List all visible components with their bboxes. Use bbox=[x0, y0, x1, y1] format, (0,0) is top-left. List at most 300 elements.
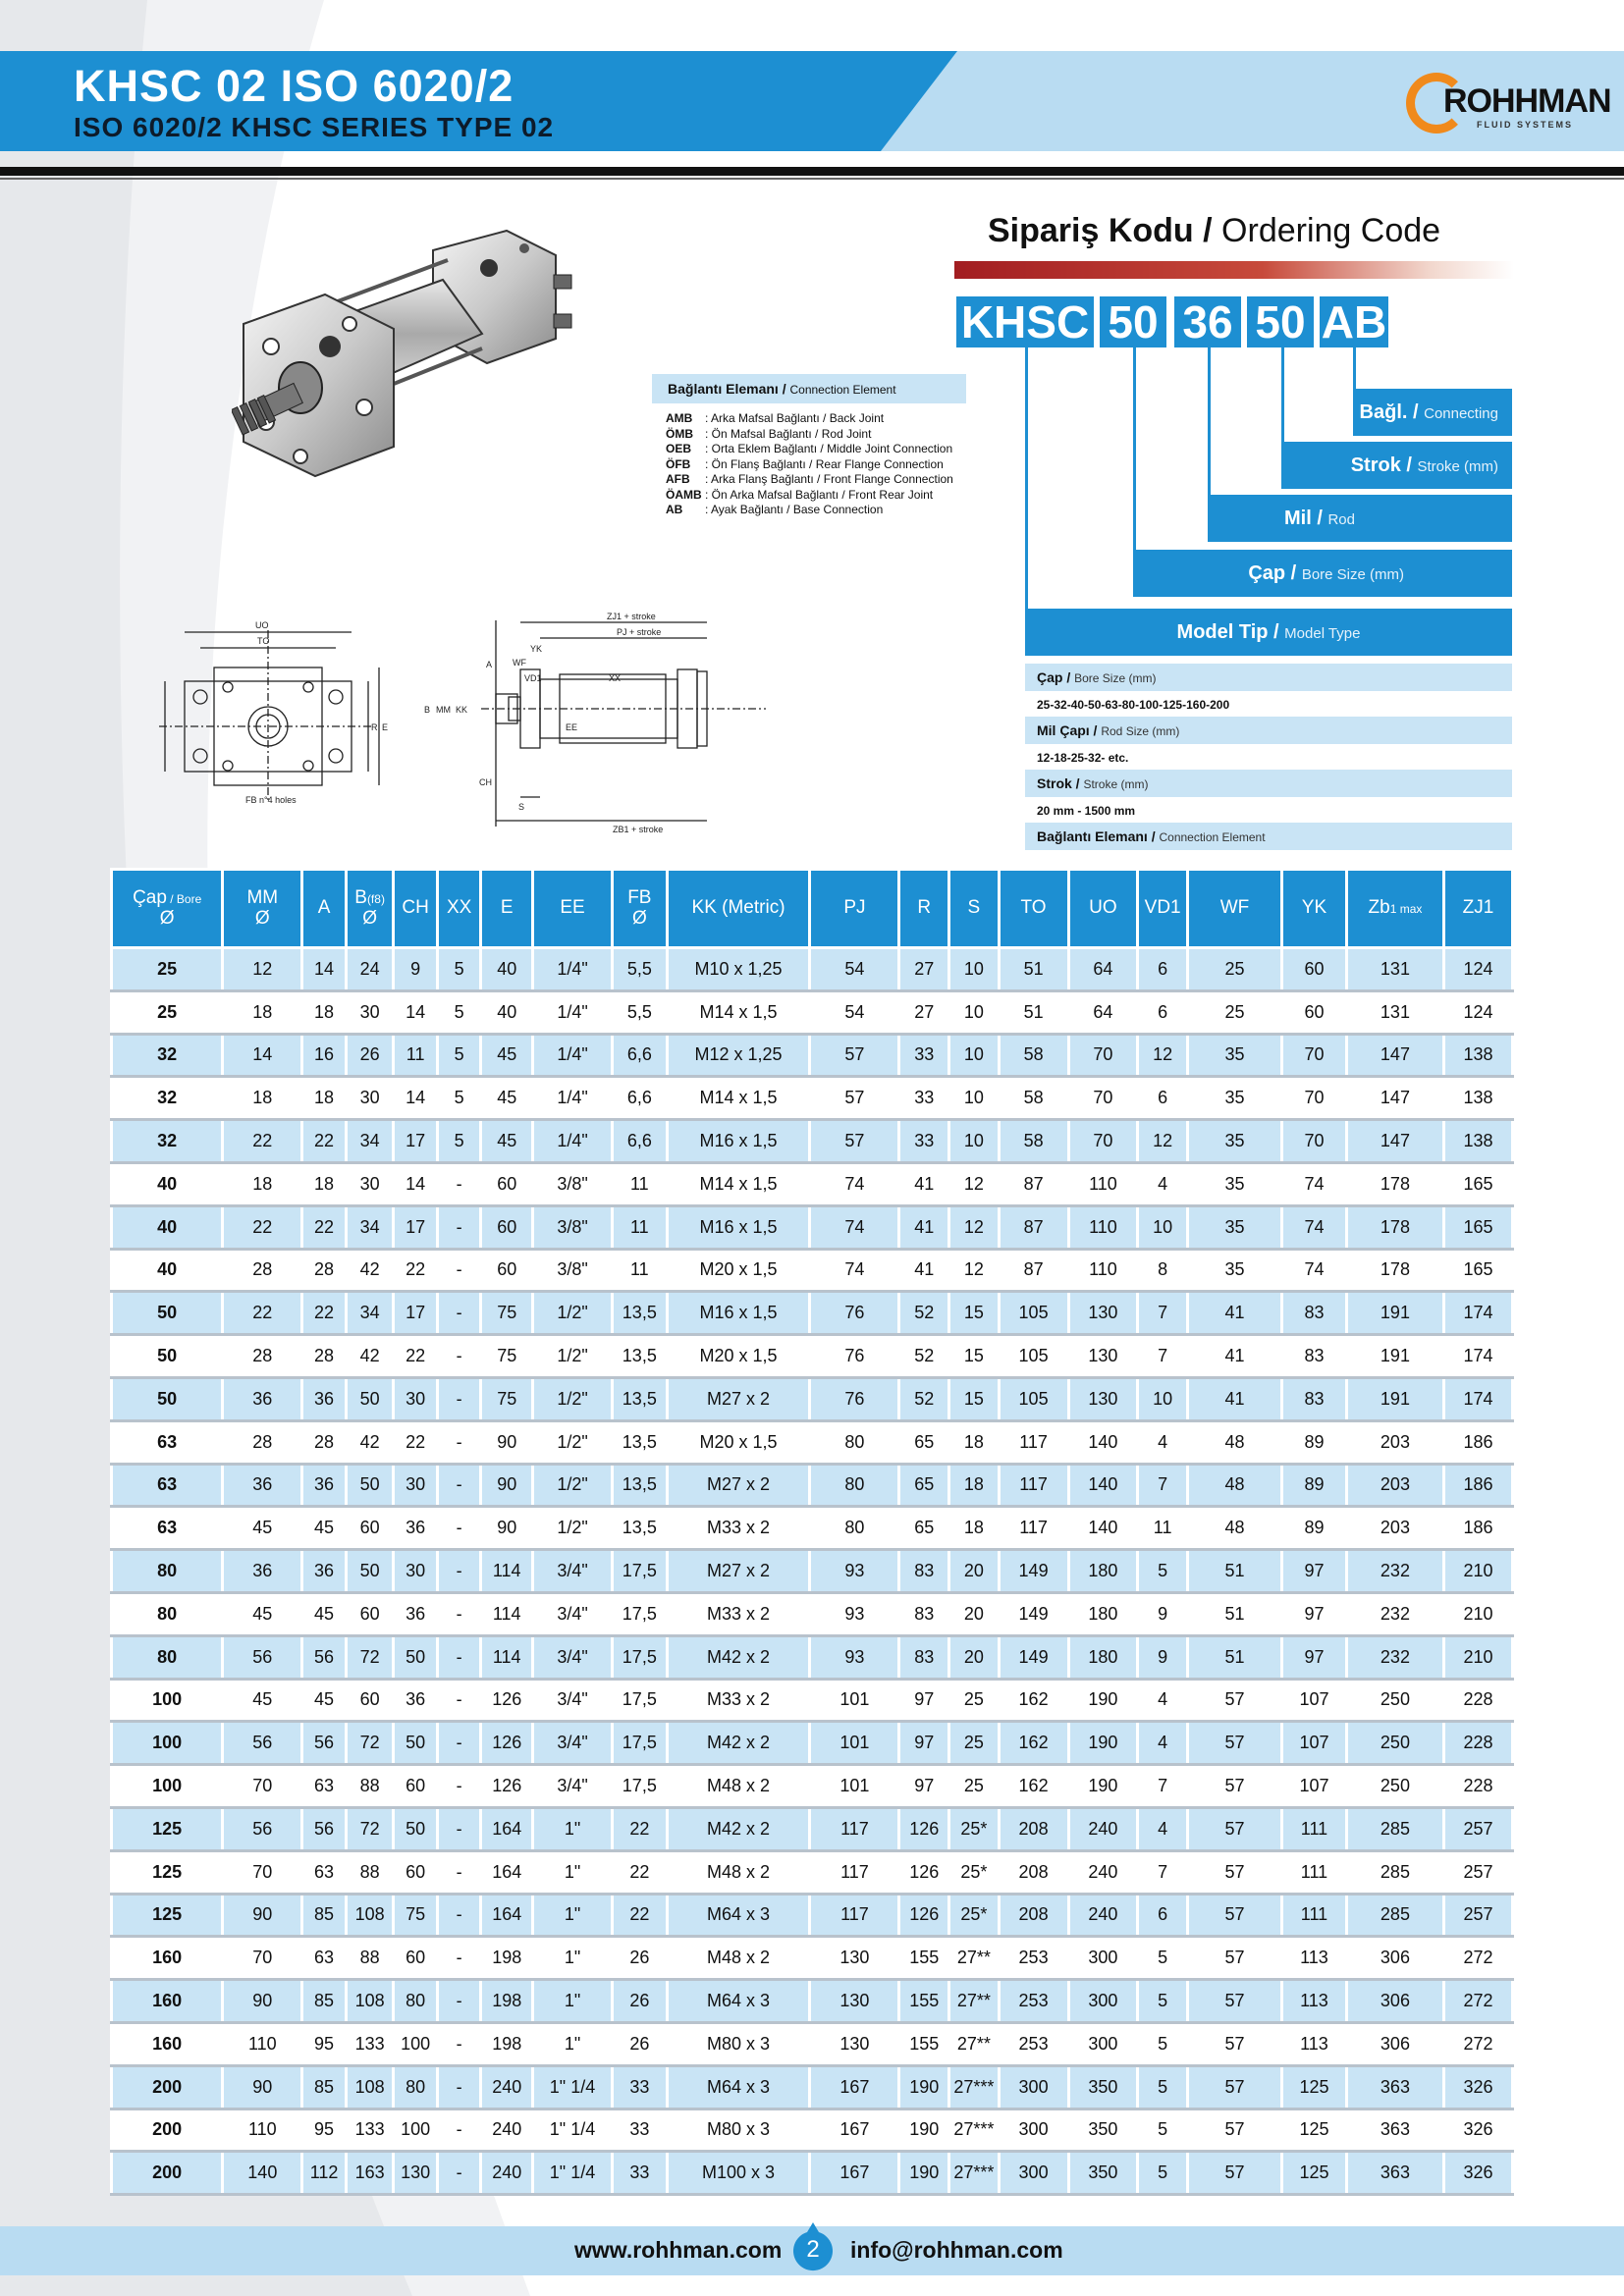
table-cell: 25* bbox=[949, 1850, 1000, 1894]
table-cell: 111 bbox=[1282, 1807, 1347, 1850]
table-cell: 87 bbox=[999, 1249, 1068, 1292]
table-cell: 101 bbox=[810, 1679, 899, 1722]
table-cell: 57 bbox=[1187, 1980, 1281, 2023]
table-cell: 350 bbox=[1068, 2152, 1138, 2195]
column-header-main: YK bbox=[1301, 897, 1327, 919]
table-cell: - bbox=[437, 2109, 481, 2152]
column-header bbox=[112, 870, 223, 948]
column-header-main: MM bbox=[246, 886, 279, 908]
table-cell: 16 bbox=[302, 1034, 347, 1077]
table-cell: 24 bbox=[346, 948, 394, 991]
table-cell: 8 bbox=[1138, 1249, 1188, 1292]
legend-desc-en: Middle Joint Connection bbox=[827, 442, 953, 455]
legend-code: ÖMB bbox=[666, 426, 693, 441]
band-bore bbox=[1133, 550, 1512, 597]
table-cell: 88 bbox=[346, 1765, 394, 1808]
table-cell: 350 bbox=[1068, 2065, 1138, 2109]
table-cell: - bbox=[437, 1550, 481, 1593]
table-cell: M14 x 1,5 bbox=[667, 1077, 810, 1120]
table-row bbox=[112, 1980, 1513, 2023]
table-cell: 18 bbox=[949, 1507, 1000, 1550]
table-cell: 25 bbox=[949, 1722, 1000, 1765]
table-cell: 186 bbox=[1444, 1420, 1513, 1464]
info-bore-value: 25-32-40-50-63-80-100-125-160-200 bbox=[1037, 698, 1230, 712]
table-cell: 75 bbox=[481, 1377, 533, 1420]
table-cell: 26 bbox=[613, 1937, 668, 1980]
legend-desc-tr: : Ön Flanş Bağlantı / bbox=[705, 456, 813, 471]
table-row bbox=[112, 1249, 1513, 1292]
table-cell: 117 bbox=[999, 1464, 1068, 1507]
table-cell: 41 bbox=[1187, 1377, 1281, 1420]
table-row bbox=[112, 1377, 1513, 1420]
table-cell: 60 bbox=[394, 1850, 438, 1894]
table-cell: 97 bbox=[899, 1722, 949, 1765]
table-cell: 40 bbox=[112, 1205, 223, 1249]
table-cell: 200 bbox=[112, 2152, 223, 2195]
column-header bbox=[346, 870, 394, 948]
table-cell: M12 x 1,25 bbox=[667, 1034, 810, 1077]
table-cell: 130 bbox=[1068, 1377, 1138, 1420]
table-cell: 10 bbox=[949, 990, 1000, 1034]
table-cell: 114 bbox=[481, 1550, 533, 1593]
code-stroke: 50 bbox=[1247, 296, 1314, 347]
table-cell: 40 bbox=[481, 948, 533, 991]
info-stroke-label bbox=[1025, 770, 1512, 797]
table-row bbox=[112, 1077, 1513, 1120]
table-cell: 174 bbox=[1444, 1377, 1513, 1420]
table-cell: 75 bbox=[481, 1335, 533, 1378]
table-cell: 88 bbox=[346, 1850, 394, 1894]
table-cell: 13,5 bbox=[613, 1420, 668, 1464]
table-cell: 60 bbox=[481, 1162, 533, 1205]
table-cell: 50 bbox=[112, 1292, 223, 1335]
label-kk: KK bbox=[456, 705, 468, 715]
table-cell: 1" bbox=[533, 1980, 613, 2023]
table-cell: 60 bbox=[394, 1937, 438, 1980]
table-cell: 240 bbox=[1068, 1894, 1138, 1937]
info-stroke-value: 20 mm - 1500 mm bbox=[1037, 804, 1136, 818]
table-cell: 9 bbox=[394, 948, 438, 991]
table-cell: 228 bbox=[1444, 1765, 1513, 1808]
table-cell: 133 bbox=[346, 2022, 394, 2065]
table-cell: 300 bbox=[999, 2065, 1068, 2109]
table-cell: 228 bbox=[1444, 1679, 1513, 1722]
table-cell: 114 bbox=[481, 1635, 533, 1679]
info-stroke-tr: Strok / bbox=[1037, 775, 1080, 791]
table-cell: 125 bbox=[112, 1894, 223, 1937]
table-row bbox=[112, 1550, 1513, 1593]
cylinder-illustration bbox=[232, 221, 585, 496]
table-cell: 76 bbox=[810, 1335, 899, 1378]
label-s: S bbox=[518, 802, 525, 812]
table-cell: 117 bbox=[810, 1850, 899, 1894]
table-cell: 33 bbox=[899, 1120, 949, 1163]
table-cell: 45 bbox=[481, 1120, 533, 1163]
table-cell: 83 bbox=[1282, 1292, 1347, 1335]
table-cell: 178 bbox=[1346, 1162, 1443, 1205]
table-cell: M80 x 3 bbox=[667, 2109, 810, 2152]
connector-line bbox=[1208, 347, 1211, 495]
table-cell: 48 bbox=[1187, 1420, 1281, 1464]
table-cell: 257 bbox=[1444, 1894, 1513, 1937]
column-header-main: UO bbox=[1089, 897, 1117, 919]
table-cell: 306 bbox=[1346, 1937, 1443, 1980]
table-cell: 107 bbox=[1282, 1679, 1347, 1722]
table-cell: M33 x 2 bbox=[667, 1507, 810, 1550]
band-rod-tr: Mil / bbox=[1284, 507, 1323, 529]
table-cell: 113 bbox=[1282, 1980, 1347, 2023]
table-cell: 178 bbox=[1346, 1249, 1443, 1292]
table-cell: 40 bbox=[112, 1162, 223, 1205]
table-cell: 30 bbox=[346, 1077, 394, 1120]
table-cell: 14 bbox=[223, 1034, 302, 1077]
table-cell: 72 bbox=[346, 1722, 394, 1765]
table-cell: - bbox=[437, 1980, 481, 2023]
logo-subtext: FLUID SYSTEMS bbox=[1477, 120, 1574, 130]
legend-item bbox=[666, 411, 966, 427]
table-cell: 35 bbox=[1187, 1162, 1281, 1205]
table-cell: 90 bbox=[223, 1894, 302, 1937]
table-cell: 107 bbox=[1282, 1722, 1347, 1765]
table-cell: 41 bbox=[1187, 1292, 1281, 1335]
table-cell: 167 bbox=[810, 2065, 899, 2109]
table-cell: 363 bbox=[1346, 2152, 1443, 2195]
table-cell: 95 bbox=[302, 2109, 347, 2152]
table-cell: 13,5 bbox=[613, 1464, 668, 1507]
band-stroke-tr: Strok / bbox=[1350, 454, 1412, 476]
table-cell: 22 bbox=[613, 1850, 668, 1894]
table-cell: M20 x 1,5 bbox=[667, 1420, 810, 1464]
table-cell: 22 bbox=[613, 1894, 668, 1937]
table-cell: 28 bbox=[302, 1420, 347, 1464]
table-cell: 198 bbox=[481, 1937, 533, 1980]
table-cell: 1" 1/4 bbox=[533, 2109, 613, 2152]
table-cell: 138 bbox=[1444, 1077, 1513, 1120]
table-cell: 28 bbox=[223, 1249, 302, 1292]
table-cell: 57 bbox=[810, 1120, 899, 1163]
table-cell: 75 bbox=[394, 1894, 438, 1937]
info-bore-tr: Çap / bbox=[1037, 669, 1071, 685]
table-cell: 50 bbox=[394, 1635, 438, 1679]
band-connecting-en: Connecting bbox=[1424, 405, 1498, 422]
table-cell: 18 bbox=[302, 990, 347, 1034]
table-cell: 30 bbox=[346, 1162, 394, 1205]
table-cell: 174 bbox=[1444, 1292, 1513, 1335]
table-cell: 125 bbox=[112, 1850, 223, 1894]
column-header bbox=[899, 870, 949, 948]
table-cell: 11 bbox=[613, 1205, 668, 1249]
table-cell: 63 bbox=[302, 1937, 347, 1980]
table-row bbox=[112, 2065, 1513, 2109]
info-rod-value: 12-18-25-32- etc. bbox=[1037, 751, 1129, 765]
legend-item bbox=[666, 427, 966, 443]
table-cell: 45 bbox=[481, 1077, 533, 1120]
table-cell: 5 bbox=[437, 990, 481, 1034]
table-cell: 208 bbox=[999, 1894, 1068, 1937]
table-cell: 300 bbox=[1068, 2022, 1138, 2065]
table-cell: 51 bbox=[1187, 1550, 1281, 1593]
table-row bbox=[112, 1937, 1513, 1980]
table-cell: 30 bbox=[394, 1377, 438, 1420]
table-cell: 12 bbox=[949, 1205, 1000, 1249]
table-cell: 190 bbox=[1068, 1679, 1138, 1722]
table-cell: 165 bbox=[1444, 1162, 1513, 1205]
column-header-main: CH bbox=[402, 897, 429, 919]
table-cell: 363 bbox=[1346, 2109, 1443, 2152]
table-cell: 56 bbox=[223, 1635, 302, 1679]
table-cell: 191 bbox=[1346, 1292, 1443, 1335]
table-cell: 60 bbox=[481, 1205, 533, 1249]
table-cell: 27*** bbox=[949, 2152, 1000, 2195]
table-cell: 45 bbox=[223, 1679, 302, 1722]
table-cell: 107 bbox=[1282, 1765, 1347, 1808]
label-vd1: VD1 bbox=[524, 673, 542, 683]
table-cell: 50 bbox=[346, 1464, 394, 1507]
table-cell: 4 bbox=[1138, 1807, 1188, 1850]
code-model: KHSC bbox=[956, 296, 1094, 347]
table-cell: - bbox=[437, 1722, 481, 1765]
column-header bbox=[1068, 870, 1138, 948]
table-cell: 22 bbox=[302, 1205, 347, 1249]
table-cell: 1/4" bbox=[533, 1077, 613, 1120]
table-cell: M48 x 2 bbox=[667, 1937, 810, 1980]
table-cell: 108 bbox=[346, 1894, 394, 1937]
table-cell: 74 bbox=[1282, 1205, 1347, 1249]
table-cell: 4 bbox=[1138, 1679, 1188, 1722]
column-header-symbol: Ø bbox=[254, 907, 270, 929]
table-cell: 10 bbox=[949, 948, 1000, 991]
column-header bbox=[1444, 870, 1513, 948]
table-cell: 4 bbox=[1138, 1162, 1188, 1205]
table-row bbox=[112, 1635, 1513, 1679]
table-cell: 90 bbox=[481, 1464, 533, 1507]
ordering-code-title bbox=[988, 212, 1440, 250]
label-ch: CH bbox=[479, 777, 492, 787]
table-cell: 164 bbox=[481, 1894, 533, 1937]
table-cell: 70 bbox=[1282, 1034, 1347, 1077]
table-cell: 45 bbox=[302, 1507, 347, 1550]
table-cell: 17,5 bbox=[613, 1635, 668, 1679]
table-row bbox=[112, 1807, 1513, 1850]
table-cell: 56 bbox=[302, 1635, 347, 1679]
table-cell: 178 bbox=[1346, 1205, 1443, 1249]
table-cell: - bbox=[437, 1937, 481, 1980]
page-title: KHSC 02 ISO 6020/2 bbox=[74, 61, 514, 111]
table-cell: 5 bbox=[1138, 2065, 1188, 2109]
table-cell: - bbox=[437, 1765, 481, 1808]
table-cell: 51 bbox=[999, 990, 1068, 1034]
column-header-main: EE bbox=[560, 897, 585, 919]
table-cell: 1/2" bbox=[533, 1420, 613, 1464]
rohhman-logo bbox=[1406, 69, 1611, 137]
table-cell: 110 bbox=[1068, 1162, 1138, 1205]
table-cell: 12 bbox=[949, 1162, 1000, 1205]
table-cell: 13,5 bbox=[613, 1292, 668, 1335]
column-header-note: (f8) bbox=[366, 891, 385, 906]
table-row bbox=[112, 2022, 1513, 2065]
column-header bbox=[810, 870, 899, 948]
table-cell: 326 bbox=[1444, 2065, 1513, 2109]
table-cell: 36 bbox=[302, 1550, 347, 1593]
table-cell: 36 bbox=[394, 1507, 438, 1550]
table-cell: 25 bbox=[949, 1765, 1000, 1808]
table-cell: - bbox=[437, 1162, 481, 1205]
table-cell: 3/4" bbox=[533, 1550, 613, 1593]
table-cell: M64 x 3 bbox=[667, 2065, 810, 2109]
table-row bbox=[112, 1205, 1513, 1249]
table-cell: 18 bbox=[223, 990, 302, 1034]
table-cell: M16 x 1,5 bbox=[667, 1292, 810, 1335]
table-cell: 203 bbox=[1346, 1420, 1443, 1464]
table-cell: 105 bbox=[999, 1292, 1068, 1335]
table-cell: 7 bbox=[1138, 1765, 1188, 1808]
table-cell: 27** bbox=[949, 1937, 1000, 1980]
legend-desc-en: Rod Joint bbox=[821, 426, 872, 441]
table-cell: 25 bbox=[112, 948, 223, 991]
table-cell: 253 bbox=[999, 1937, 1068, 1980]
table-cell: 22 bbox=[302, 1120, 347, 1163]
table-cell: 27** bbox=[949, 1980, 1000, 2023]
table-cell: 240 bbox=[1068, 1807, 1138, 1850]
table-cell: 74 bbox=[810, 1249, 899, 1292]
table-cell: 1" 1/4 bbox=[533, 2065, 613, 2109]
table-cell: 32 bbox=[112, 1120, 223, 1163]
band-bore-en: Bore Size (mm) bbox=[1301, 566, 1404, 583]
table-cell: 5 bbox=[437, 1120, 481, 1163]
table-cell: 6 bbox=[1138, 1894, 1188, 1937]
table-cell: 80 bbox=[112, 1550, 223, 1593]
column-header-main: Çap bbox=[133, 886, 167, 908]
table-cell: 101 bbox=[810, 1722, 899, 1765]
table-cell: 155 bbox=[899, 1937, 949, 1980]
table-cell: 25 bbox=[1187, 948, 1281, 991]
table-cell: 18 bbox=[949, 1420, 1000, 1464]
table-cell: M14 x 1,5 bbox=[667, 1162, 810, 1205]
table-cell: 74 bbox=[1282, 1249, 1347, 1292]
table-cell: 9 bbox=[1138, 1635, 1188, 1679]
info-connection-label bbox=[1025, 823, 1512, 850]
table-cell: 35 bbox=[1187, 1077, 1281, 1120]
table-cell: 33 bbox=[613, 2152, 668, 2195]
table-cell: 208 bbox=[999, 1807, 1068, 1850]
table-row bbox=[112, 990, 1513, 1034]
table-cell: 162 bbox=[999, 1722, 1068, 1765]
table-row bbox=[112, 1034, 1513, 1077]
table-cell: 3/8" bbox=[533, 1205, 613, 1249]
table-cell: 63 bbox=[302, 1850, 347, 1894]
table-cell: 100 bbox=[394, 2022, 438, 2065]
legend-code: AMB bbox=[666, 411, 693, 425]
table-cell: 14 bbox=[394, 1077, 438, 1120]
column-header bbox=[949, 870, 1000, 948]
legend-code: ÖFB bbox=[666, 456, 691, 471]
column-header-main: WF bbox=[1219, 897, 1250, 919]
table-cell: 140 bbox=[1068, 1507, 1138, 1550]
table-cell: 4 bbox=[1138, 1420, 1188, 1464]
table-cell: 74 bbox=[1282, 1162, 1347, 1205]
table-cell: 36 bbox=[302, 1377, 347, 1420]
table-cell: 36 bbox=[223, 1464, 302, 1507]
table-cell: M64 x 3 bbox=[667, 1980, 810, 2023]
table-cell: 300 bbox=[1068, 1937, 1138, 1980]
column-header bbox=[667, 870, 810, 948]
label-wf: WF bbox=[513, 658, 526, 667]
table-cell: 76 bbox=[810, 1292, 899, 1335]
table-cell: 26 bbox=[346, 1034, 394, 1077]
table-cell: 10 bbox=[949, 1077, 1000, 1120]
table-cell: - bbox=[437, 1507, 481, 1550]
table-cell: 240 bbox=[481, 2152, 533, 2195]
table-cell: 50 bbox=[112, 1377, 223, 1420]
table-cell: 162 bbox=[999, 1765, 1068, 1808]
table-cell: 25 bbox=[1187, 990, 1281, 1034]
table-cell: 56 bbox=[223, 1722, 302, 1765]
table-cell: 12 bbox=[1138, 1120, 1188, 1163]
table-cell: 70 bbox=[223, 1850, 302, 1894]
table-cell: 140 bbox=[223, 2152, 302, 2195]
table-cell: 17 bbox=[394, 1205, 438, 1249]
connector-line bbox=[1353, 347, 1356, 389]
table-cell: 3/8" bbox=[533, 1249, 613, 1292]
table-cell: 130 bbox=[1068, 1292, 1138, 1335]
label-a: A bbox=[486, 660, 493, 669]
table-cell: 63 bbox=[112, 1507, 223, 1550]
ordering-code-section bbox=[952, 206, 1542, 874]
table-cell: M10 x 1,25 bbox=[667, 948, 810, 991]
footer-email[interactable]: info@rohhman.com bbox=[850, 2237, 1063, 2263]
table-cell: - bbox=[437, 2022, 481, 2065]
table-cell: 70 bbox=[223, 1937, 302, 1980]
label-b: B bbox=[424, 705, 431, 715]
table-cell: 87 bbox=[999, 1162, 1068, 1205]
table-cell: 198 bbox=[481, 2022, 533, 2065]
connector-line bbox=[1025, 347, 1028, 609]
table-cell: 210 bbox=[1444, 1550, 1513, 1593]
table-cell: 89 bbox=[1282, 1507, 1347, 1550]
table-cell: 15 bbox=[949, 1335, 1000, 1378]
table-cell: 114 bbox=[481, 1592, 533, 1635]
column-header bbox=[394, 870, 438, 948]
table-cell: 34 bbox=[346, 1292, 394, 1335]
table-cell: 48 bbox=[1187, 1464, 1281, 1507]
column-header-main: XX bbox=[446, 897, 472, 919]
table-cell: 350 bbox=[1068, 2109, 1138, 2152]
table-cell: 36 bbox=[223, 1377, 302, 1420]
table-cell: 3/4" bbox=[533, 1765, 613, 1808]
ordering-title-tr: Sipariş Kodu / bbox=[988, 212, 1213, 249]
table-cell: 13,5 bbox=[613, 1377, 668, 1420]
table-cell: 83 bbox=[899, 1550, 949, 1593]
table-cell: 210 bbox=[1444, 1635, 1513, 1679]
table-cell: 163 bbox=[346, 2152, 394, 2195]
table-cell: 35 bbox=[1187, 1120, 1281, 1163]
footer-website[interactable]: www.rohhman.com bbox=[574, 2237, 783, 2263]
legend-item bbox=[666, 503, 966, 518]
connector-line bbox=[1133, 347, 1136, 550]
dimension-table-wrap bbox=[110, 868, 1514, 2196]
table-cell: 285 bbox=[1346, 1807, 1443, 1850]
table-cell: 97 bbox=[899, 1765, 949, 1808]
table-cell: 85 bbox=[302, 2065, 347, 2109]
table-cell: 250 bbox=[1346, 1722, 1443, 1765]
table-cell: 57 bbox=[1187, 1894, 1281, 1937]
column-header-symbol: Ø bbox=[631, 907, 647, 929]
column-header bbox=[1187, 870, 1281, 948]
table-cell: 272 bbox=[1444, 2022, 1513, 2065]
table-cell: 110 bbox=[1068, 1249, 1138, 1292]
table-cell: 52 bbox=[899, 1292, 949, 1335]
table-cell: 165 bbox=[1444, 1249, 1513, 1292]
